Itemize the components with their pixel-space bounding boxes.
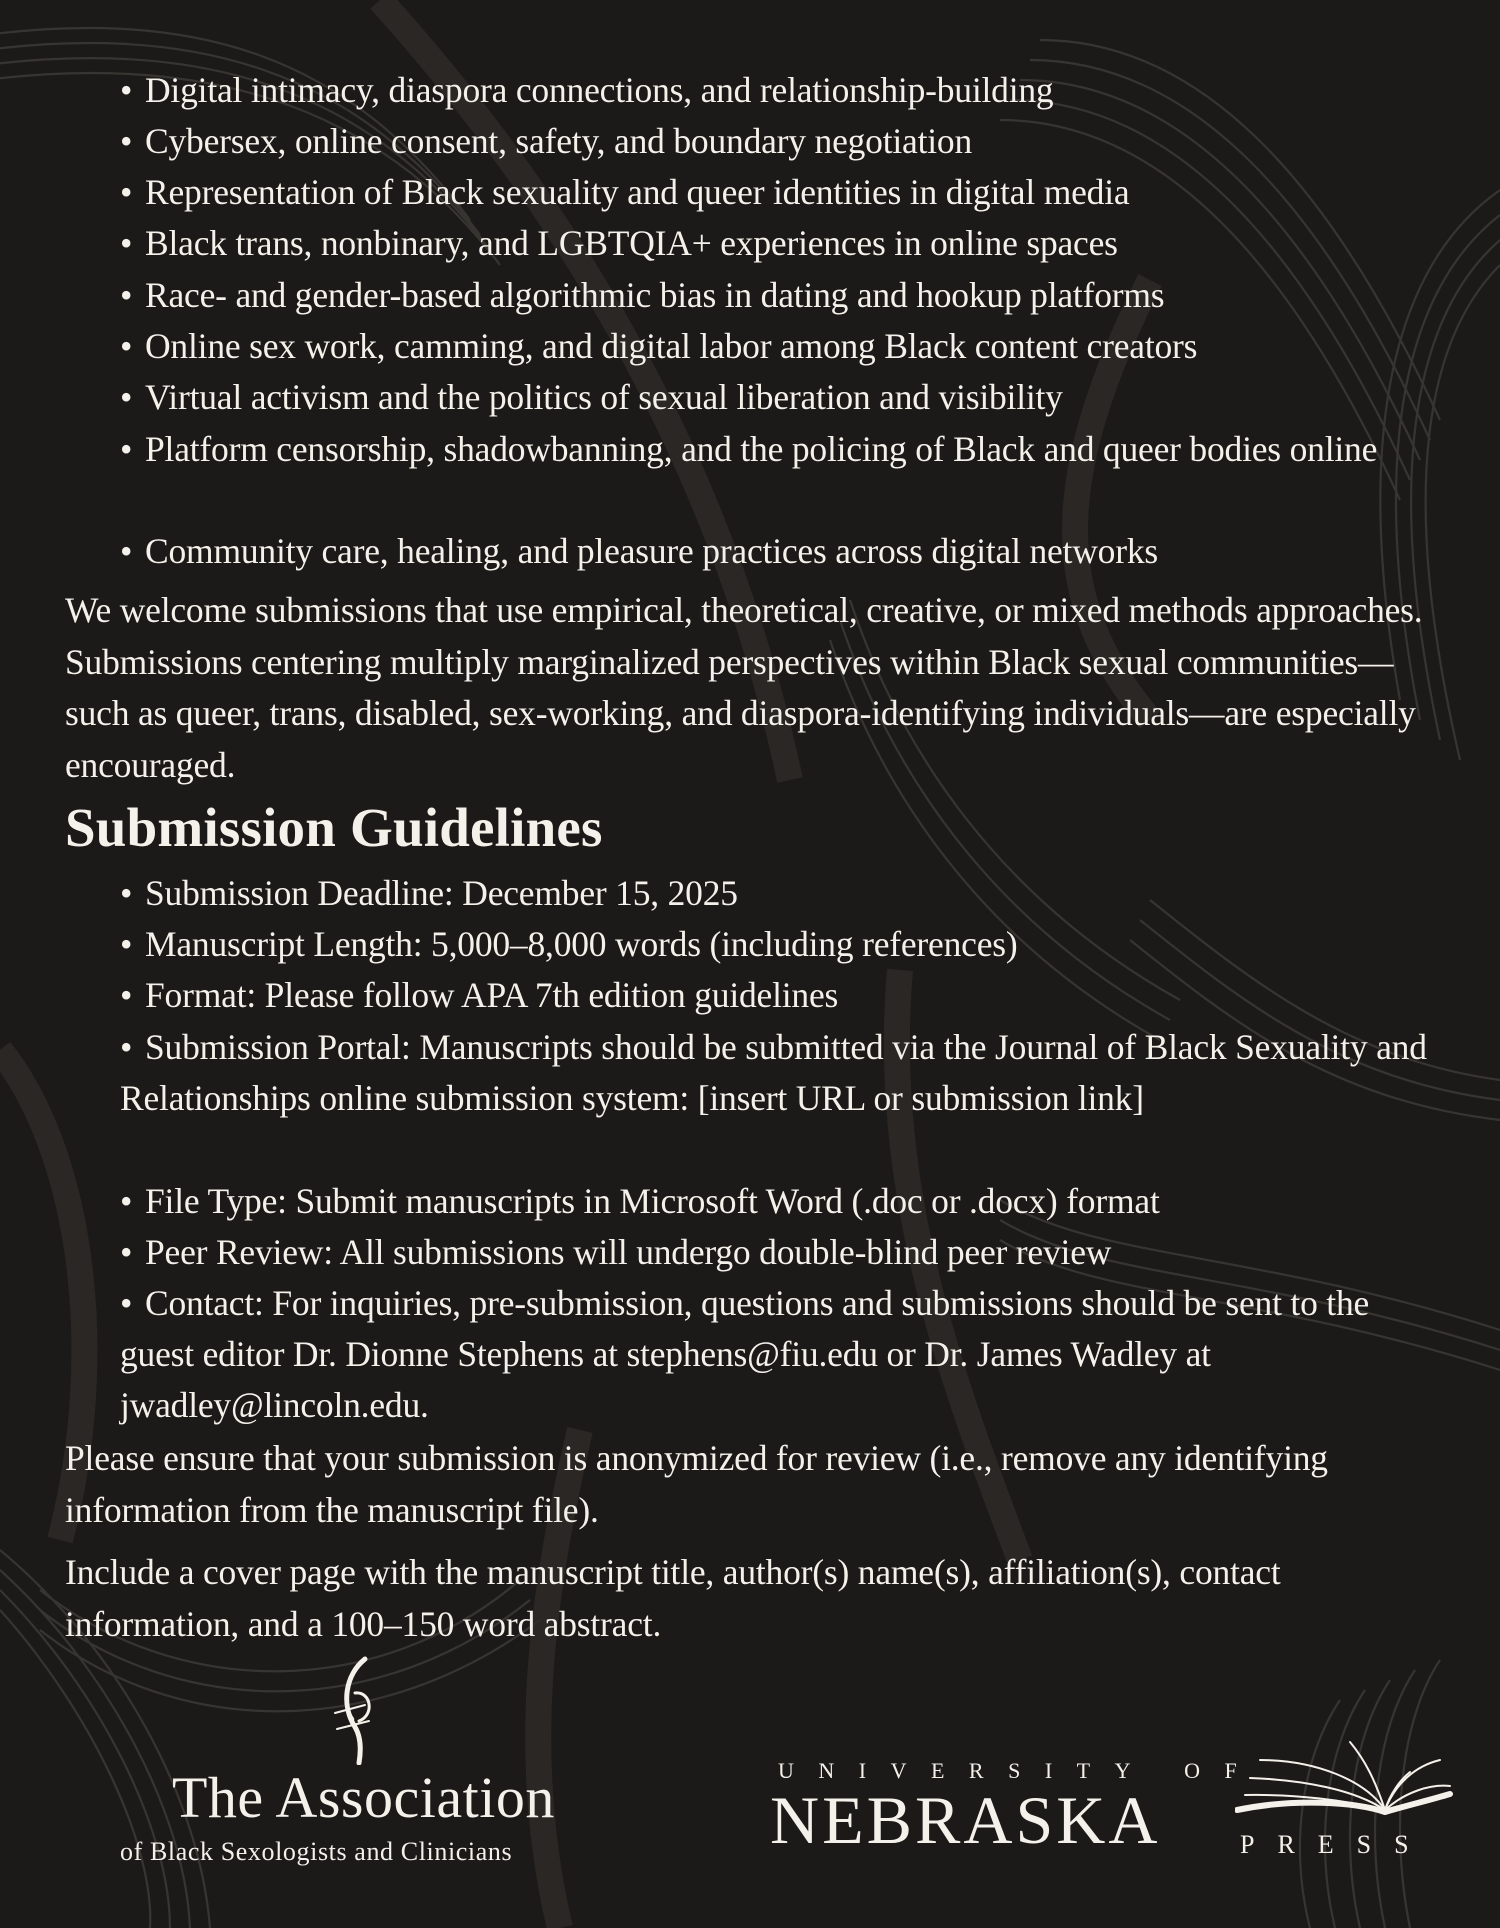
guideline-portal: • Submission Portal: Manuscripts should be submitted via the Journal of Black Sexuality and Relationships online submission system: [insert URL or submission link] (120, 1027, 1427, 1118)
unp-logo-press: PRESS (1240, 1830, 1432, 1859)
absc-logo-subtitle: of Black Sexologists and Clinicians (120, 1837, 513, 1866)
intro-paragraph: We welcome submissions that use empirical, theoretical, creative, or mixed methods approaches. Submissions centering multiply marginalized perspectives within Black sexual communities—such as queer, trans, disabled, sex-working, and diaspora-identifying individuals—are especially encouraged. (65, 590, 1423, 785)
guideline-file-type: • File Type: Submit manuscripts in Microsoft Word (.doc or .docx) format (120, 1181, 1160, 1221)
guideline-length: • Manuscript Length: 5,000–8,000 words (including references) (120, 924, 1018, 964)
unp-logo (770, 1740, 1460, 1860)
open-book-icon (1235, 1740, 1455, 1820)
topic-item: • Representation of Black sexuality and queer identities in digital media (120, 172, 1130, 212)
absc-logo (110, 1655, 610, 1895)
topic-item: • Online sex work, camming, and digital labor among Black content creators (120, 326, 1198, 366)
topic-item: • Virtual activism and the politics of sexual liberation and visibility (120, 377, 1063, 417)
section-heading-submission-guidelines: Submission Guidelines (65, 797, 603, 858)
topic-item: • Race- and gender-based algorithmic bias in dating and hookup platforms (120, 275, 1165, 315)
absc-logo-title: The Association (172, 1765, 555, 1830)
cover-page-note: Include a cover page with the manuscript title, author(s) name(s), affiliation(s), contact information, and a 100–150 word abstract. (65, 1552, 1281, 1644)
unp-logo-university-of: UNIVERSITY OF (778, 1758, 1262, 1783)
topic-item: • Cybersex, online consent, safety, and boundary negotiation (120, 121, 973, 161)
guideline-format: • Format: Please follow APA 7th edition guidelines (120, 975, 839, 1015)
topic-item: • Black trans, nonbinary, and LGBTQIA+ experiences in online spaces (120, 223, 1118, 263)
topic-item: • Community care, healing, and pleasure practices across digital networks (120, 531, 1158, 571)
guideline-peer-review: • Peer Review: All submissions will undergo double-blind peer review (120, 1232, 1112, 1272)
guideline-contact: • Contact: For inquiries, pre-submission, questions and submissions should be sent to the guest editor Dr. Dionne Stephens at stephens@fiu.edu or Dr. James Wadley at jwadley@lincoln.edu. (120, 1283, 1370, 1425)
topic-item: • Platform censorship, shadowbanning, and the policing of Black and queer bodies online (120, 429, 1378, 469)
absc-emblem-icon (315, 1655, 395, 1765)
topic-item: • Digital intimacy, diaspora connections, and relationship-building (120, 70, 1054, 110)
anonymize-note: Please ensure that your submission is anonymized for review (i.e., remove any identifying information from the manuscript file). (65, 1438, 1328, 1530)
guideline-deadline: • Submission Deadline: December 15, 2025 (120, 873, 738, 913)
unp-logo-nebraska: NEBRASKA (770, 1782, 1161, 1858)
